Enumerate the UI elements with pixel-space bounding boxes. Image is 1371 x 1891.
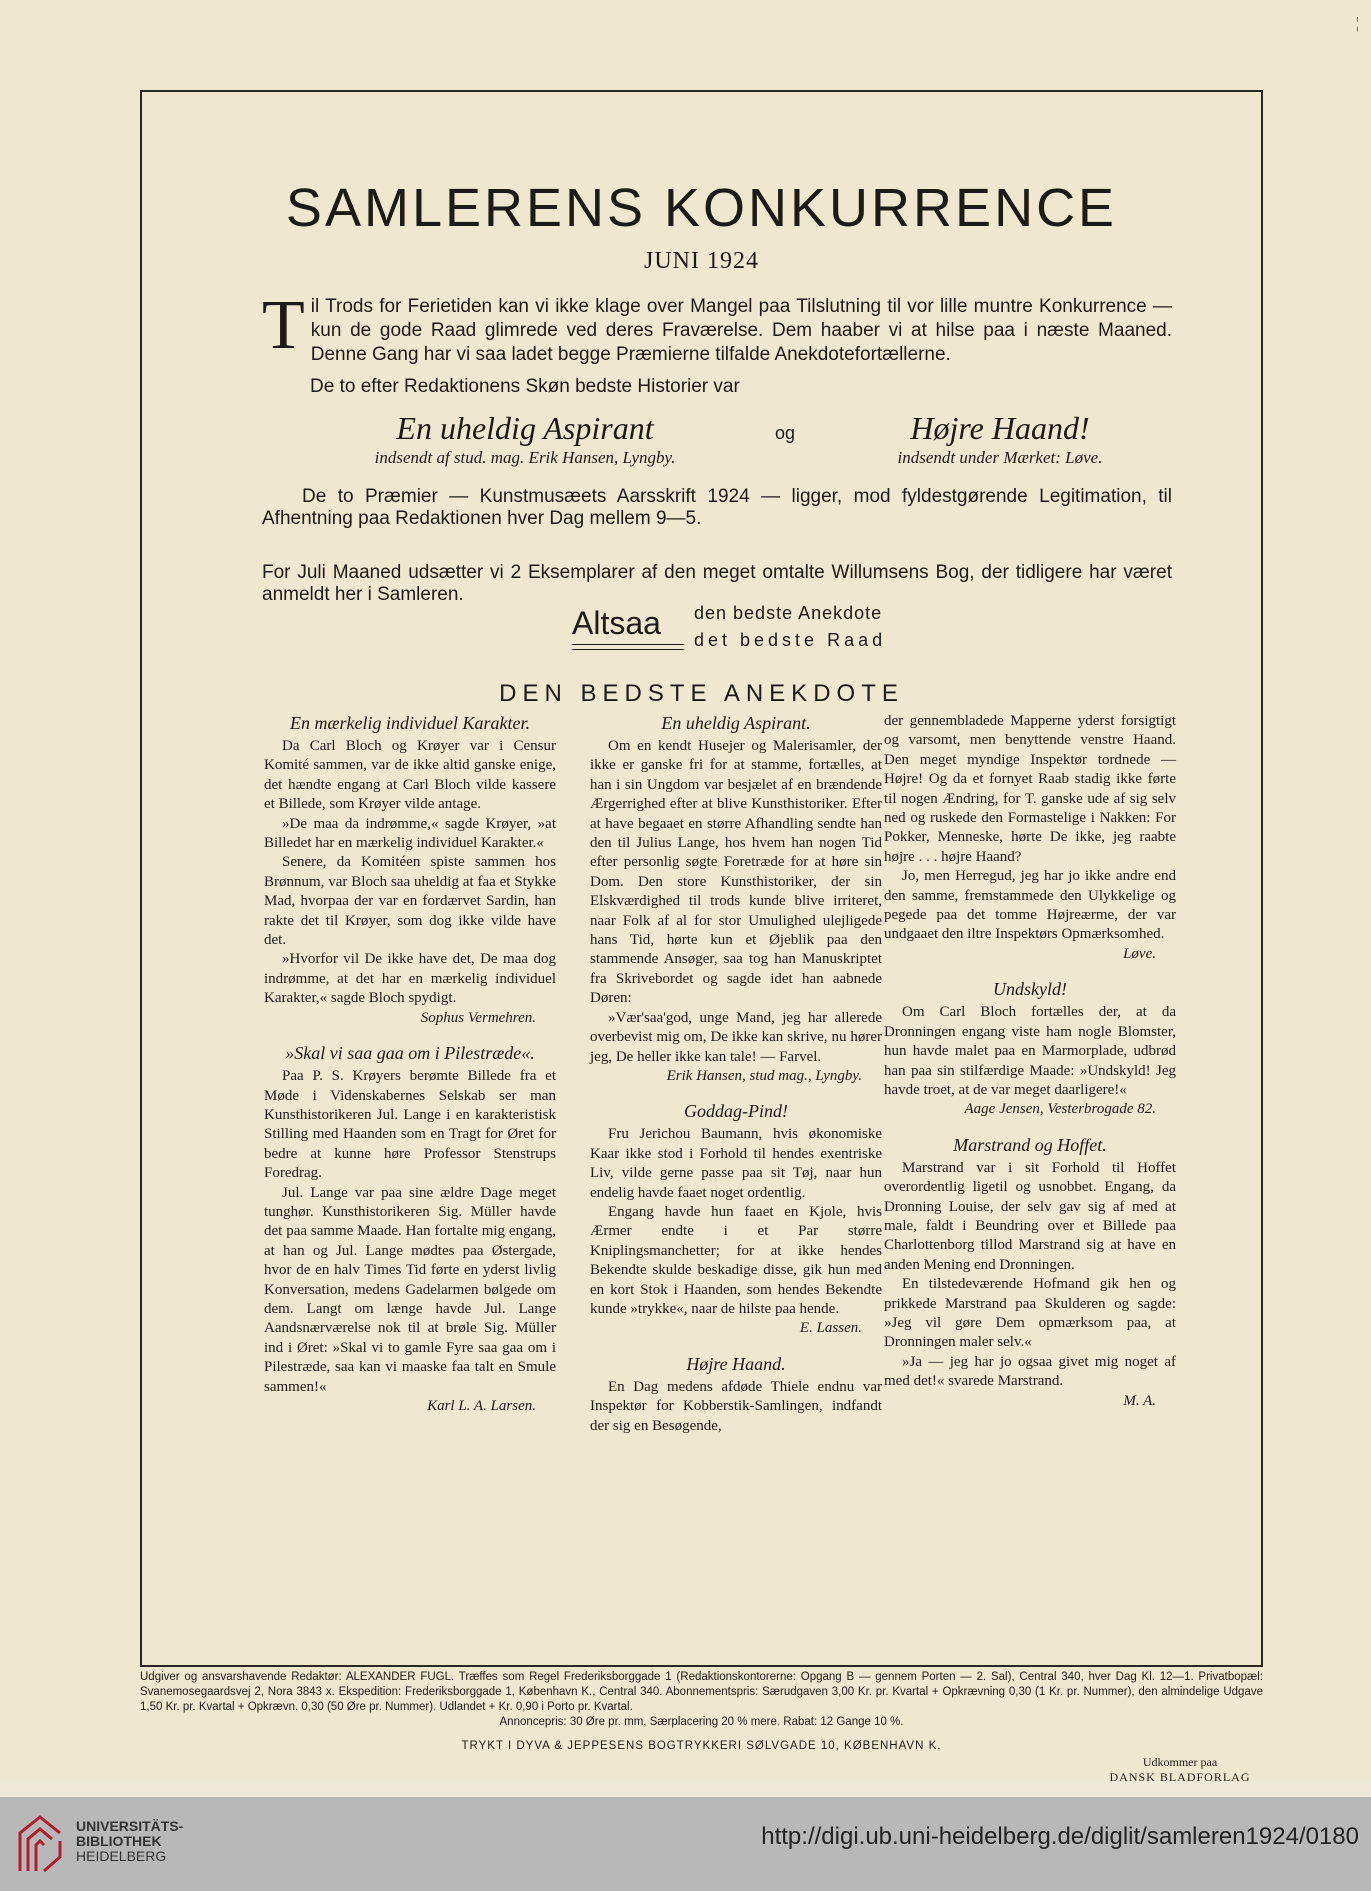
og-conjunction: og <box>775 423 796 443</box>
dropcap: T <box>262 287 305 364</box>
july-paragraph: For Juli Maaned udsætter vi 2 Eksemplarer af den meget omtalte Willumsens Bog, der tidligere har været anmeldt her i Samleren. <box>262 562 1172 605</box>
library-footer-bar <box>0 1797 1371 1891</box>
issue-date: JUNI 1924 <box>644 248 759 274</box>
story-paragraph: Om Carl Bloch fortælles der, at da Dronningen engang viste ham nogle Blomster, hun havde malet paa en Marmorplade, udbrød han paa sin stilfærdige Maade: »Undskyld! Jeg havde troet, at de var meget daarligere!« <box>884 1004 1176 1098</box>
distributor <box>1100 1755 1260 1785</box>
story-signature: Karl L. A. Larsen. <box>427 1398 536 1414</box>
library-name[interactable] <box>76 1819 183 1864</box>
story-paragraph: Jul. Lange var paa sine ældre Dage meget tunghør. Kunsthistorikeren Sig. Müller havde det paa samme Maade. Han fortalte mig engang, at han og Jul. Lange mødtes paa Østergade, hvor de en halv Times Tid førte en yderst livlig Konversation, medens Gadelarmen bølgede om dem. Langt om længe havde Jul. Lange Aandsnærværelse nok til at brøle Sig. Müller ind i Øret: »Skal vi to gamle Fyre saa gaa om i Pilestræde, saa kan vi maaske faa talt en Smule sammen!« <box>264 1184 556 1395</box>
page-title: SAMLERENS KONKURRENCE <box>285 178 1118 238</box>
story-paragraph: der gennembladede Mapperne yderst forsigtigt og varsomt, men benyttende venstre Haand. Den meget myndige Inspektør tordnede — Højre! Og da et fornyet Raab stadig ikke førte til nogen Ændring, for T. ganske ude af sig selv ned og ruskede den Formastelige i Nakken: For Pokker, Menneske, hørte De ikke, jeg raabte højre . . . højre Haand? <box>884 713 1176 865</box>
winner-1-title: En uheldig Aspirant <box>396 410 654 446</box>
story-heading: En uheldig Aspirant. <box>661 713 811 733</box>
story-paragraph: Da Carl Bloch og Krøyer var i Censur Komité sammen, var de ikke altid ganske enige, det hændte engang at Carl Bloch vilde kassere et Billede, som Krøyer vilde antage. <box>264 738 556 813</box>
winner-2-byline: indsendt under Mærket: Løve. <box>897 448 1103 467</box>
story-paragraph: »Vær'saa'god, unge Mand, jeg har allerede overbevist mig om, De ikke kan skrive, nu hører jeg, De heller ikke kan tale! — Farvel. <box>590 1009 882 1065</box>
story-paragraph: Marstrand var i sit Forhold til Hoffet overordentlig ligetil og usnobbet. Engang, da Dronning Louise, der selv gav sig af med at male, faldt i Beundring over et Billede paa Charlottenborg tillod Marstrand sig at have en anden Mening end Dronningen. <box>884 1159 1176 1273</box>
story-paragraph: En Dag medens afdøde Thiele endnu var Inspektør for Kobberstik-Samlingen, indfandt der sig en Besøgende, <box>590 1378 882 1434</box>
story-paragraph: Engang havde hun faaet en Kjole, hvis Ærmer endte i et Par større Kniplingsmanchetter; for at ikke hendes Bekendte skulde beskadige disse, gik hun med en kort Stok i Haanden, som hendes Bekendte kunde »trykke«, naar de hilste paa hende. <box>590 1203 882 1317</box>
story-heading: »Skal vi saa gaa om i Pilestræde«. <box>285 1043 535 1064</box>
column-2 <box>590 712 882 1436</box>
story-paragraph: En tilstedeværende Hofmand gik hen og prikkede Marstrand paa Skulderen og sagde: »Jeg vil gøre Dem opmærksom paa, at Dronningen maler selv.« <box>884 1276 1176 1351</box>
library-name-line-2: BIBLIOTHEK <box>76 1833 162 1849</box>
story-heading: En mærkelig individuel Karakter. <box>290 713 530 733</box>
story-paragraph: Fru Jerichou Baumann, hvis økonomiske Kaar ikke stod i Forhold til hendes exentriske Liv, vilde gerne passe paa sit Tøj, naar hun endelig havde faaet noget ordentlig. <box>590 1126 882 1201</box>
story-signature: Aage Jensen, Vesterbrogade 82. <box>964 1101 1156 1118</box>
story-paragraph: »De maa da indrømme,« sagde Krøyer, »at Billedet har en mærkelig individuel Karakter.« <box>264 815 556 852</box>
story-heading: Marstrand og Hoffet. <box>953 1134 1107 1155</box>
column-1 <box>264 712 556 1416</box>
distributor-line-2: DANSK BLADFORLAG <box>1109 1770 1251 1784</box>
prizes-paragraph: De to Præmier — Kunstmusæets Aarsskrift 1924 — ligger, mod fyldestgørende Legitimation, til Afhentning paa Redaktionen hver Dag mellem 9—5. <box>262 486 1172 529</box>
winner-2-title: Højre Haand! <box>910 410 1090 446</box>
distributor-line-1: Udkommer paa <box>1142 1755 1218 1769</box>
story-heading: Goddag-Pind! <box>684 1101 788 1122</box>
story-paragraph: Senere, da Komitéen spiste sammen hos Brønnum, var Bloch saa uheldig at faa et Stykke Mad, hvorpaa der var en fordærvet Sardin, han rakte det til Krøyer, som dog ikke vilde have det. <box>264 854 556 949</box>
story-paragraph: Paa P. S. Krøyers berømte Billede fra et Møde i Videnskabernes Selskab ser man Kunsthistorikeren Jul. Lange i en karakteristisk Stilling med Haanden som en Tragt for Øret for bedre at kunne høre Professor Stenstrups Foredrag. <box>264 1068 556 1182</box>
section-heading: DEN BEDSTE ANEKDOTE <box>499 680 904 707</box>
altsaa-line-1: den bedste Anekdote <box>694 603 883 623</box>
permalink-url[interactable]: http://digi.ub.uni-heidelberg.de/diglit/samleren1924/0180 <box>761 1823 1359 1850</box>
printer-line: TRYKT I DYVA & JEPPESENS BOGTRYKKERI SØLVGADE 10, KØBENHAVN K. <box>461 1740 942 1752</box>
page-marker: ¦ <box>1355 15 1359 32</box>
winner-2 <box>820 408 1180 468</box>
story-signature: Erik Hansen, stud mag., Lyngby. <box>666 1067 862 1084</box>
story-paragraph: »Hvorfor vil De ikke have det, De maa dog indrømme, at det har en mærkelig individuel Karakter,« sagde Bloch spydigt. <box>264 951 556 1007</box>
story-paragraph: Jo, men Herregud, jeg har jo ikke andre end den samme, fremstammede den Ulykkelige og pegede paa det tomme Højreærme, der var undgaaet den iltre Inspektørs Opmærksomhed. <box>884 868 1176 943</box>
library-name-line-1: UNIVERSITÄTS- <box>76 1818 184 1834</box>
intro-text: il Trods for Ferietiden kan vi ikke klage over Mangel paa Tilslutning til vor lille muntre Konkurrence — kun de gode Raad glimrede ved deres Fraværelse. Dem haaber vi at hilse paa i næste Maaned. Denne Gang har vi saa ladet begge Præmierne tilfalde Anekdotefortællerne. <box>310 296 1172 365</box>
intro-paragraph <box>262 287 1172 367</box>
column-3 <box>884 712 1176 1411</box>
story-paragraph: »Ja — jeg har jo ogsaa givet mig noget af med det!« svarede Marstrand. <box>884 1353 1176 1390</box>
altsaa-line-2: det bedste Raad <box>694 630 887 650</box>
story-signature: Løve. <box>1123 945 1156 962</box>
imprint <box>140 1670 1263 1730</box>
story-paragraph: Om en kendt Husejer og Malerisamler, der ikke er ganske fri for at stamme, fortælles, at han i sin Ungdom var besjælet af en brændende Ærgerrighed efter at blive Kunsthistoriker. Efter at have begaaet en større Afhandling sendte han den til Julius Lange, hos hvem han nogen Tid efter personlig søgte Foretræde for at høre sin Dom. Den store Kunsthistoriker, der sin Elskværdighed til trods kunde blive irriteret, naar Folk af al for stor Umulighed ulejligede hans Tid, hørte kun et Øjeblik paa den stammende Ansøger, saa tog han Manuskriptet fra Skrivebordet og sagde idet han aabnede Døren: <box>590 738 882 1007</box>
ad-prices: Annoncepris: 30 Øre pr. mm, Særplacering 20 % mere. Rabat: 12 Gange 10 %. <box>499 1716 904 1728</box>
library-logo-icon <box>14 1811 66 1875</box>
library-name-line-3: HEIDELBERG <box>76 1848 167 1864</box>
imprint-text: Udgiver og ansvarshavende Redaktør: ALEXANDER FUGL. Træffes som Regel Frederiksborggade 1 (Redaktionskontorerne: Opgang B — gennem Porten — 2. Sal), Central 340, hver Dag Kl. 12—1. Privatbopæl: Svanemosegaardsvej 2, Nora 3843 x. Ekspedition: Frederiksborggade 1, København K., Central 340. Abonnementspris: Særudgaven 3,00 Kr. pr. Kvartal + Opkrævning 0,30 (1 Kr. pr. Nummer), den almindelige Udgave 1,50 Kr. pr. Kvartal + Opkrævn. 0,30 (50 Øre pr. Nummer). Udlandet + Kr. 0,90 i Porto pr. Kvartal. <box>140 1671 1263 1713</box>
winner-1 <box>300 408 750 468</box>
story-signature: M. A. <box>1123 1392 1156 1409</box>
winner-1-byline: indsendt af stud. mag. Erik Hansen, Lyngby. <box>374 448 676 467</box>
story-heading: Højre Haand. <box>686 1353 786 1374</box>
altsaa-word: Altsaa <box>572 605 661 641</box>
altsaa-underline <box>572 644 684 650</box>
story-heading: Undskyld! <box>993 979 1067 1000</box>
story-signature: Sophus Vermehren. <box>420 1009 536 1026</box>
winners-intro: De to efter Redaktionens Skøn bedste Historier var <box>310 376 740 397</box>
story-signature: E. Lassen. <box>799 1320 862 1337</box>
